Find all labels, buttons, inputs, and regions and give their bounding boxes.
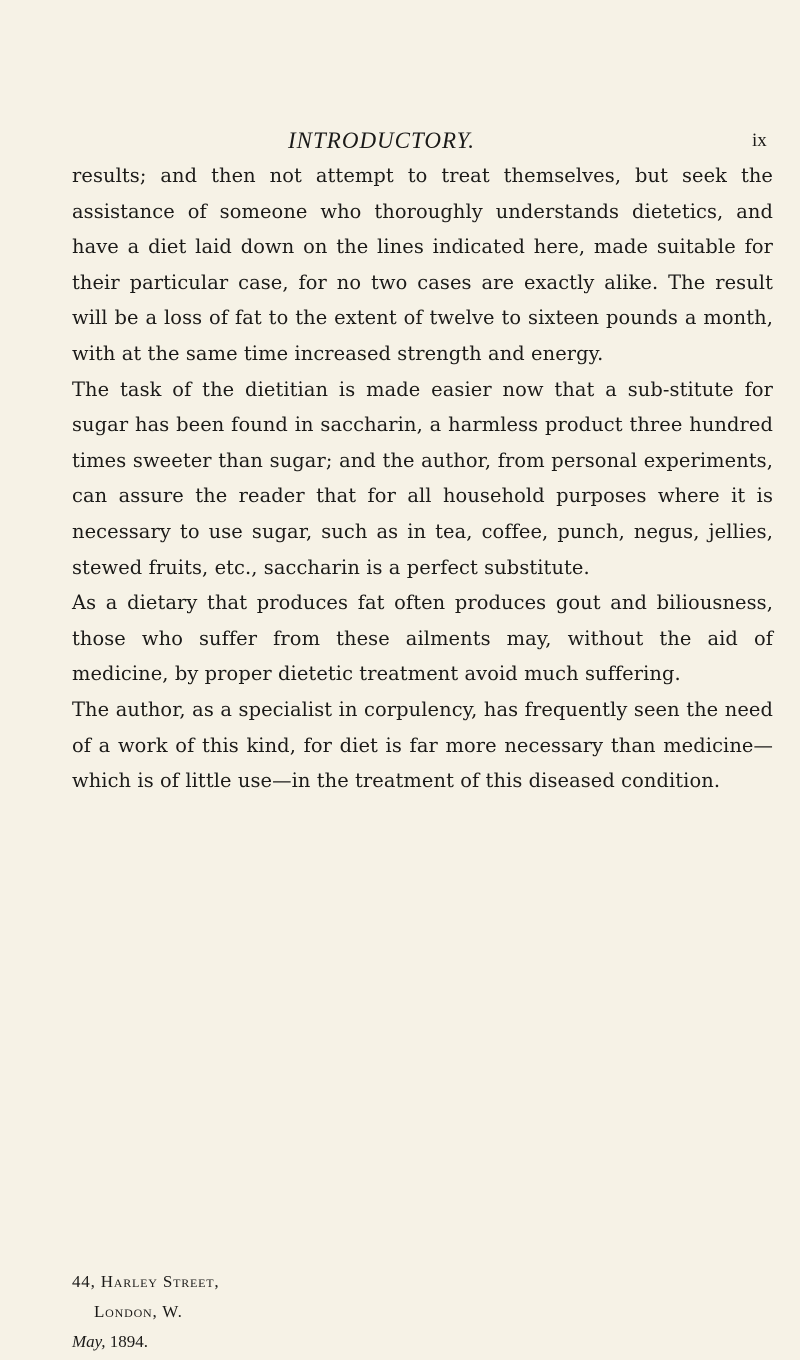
paragraph: The task of the dietitian is made easier now that a sub-stitute for sugar has been found in saccharin, a harmless product three hundred times sweeter than sugar; and the author, from personal experiments, can assure the reader that for all household purposes where it is necessary to use sugar, such as in tea, coffee, punch, negus, jellies, stewed fruits, etc., saccharin is a perfect substitute. [72,377,773,579]
date-year: 1894. [109,1332,149,1351]
date-line [72,1327,219,1357]
paragraph: The author, as a specialist in corpulency, has frequently seen the need of a work of this kind, for diet is far more necessary than medicine—which is of little use—in the treatment of this diseased condition. [72,697,773,793]
signature-block [72,1267,219,1357]
running-title: INTRODUCTORY. [288,128,476,153]
running-head [0,128,800,158]
address-line: 44, Harley Street, [72,1272,220,1291]
paragraph: results; and then not attempt to treat themselves, but seek the assistance of someone who thoroughly understands dietetics, and have a diet laid down on the lines indicated here, made suitable for their particular case, for no two cases are exactly alike. The result will be a loss of fat to the extent of twelve to sixteen pounds a month, with at the same time increased strength and energy. [72,164,773,365]
paragraph: As a dietary that produces fat often produces gout and biliousness, those who suffer from these ailments may, without the aid of medicine, by proper dietetic treatment avoid much suffering. [72,591,773,686]
page-number: ix [752,130,767,151]
address-city: London, W. [94,1302,183,1321]
body-text [72,158,773,799]
date-month: May, [72,1332,106,1351]
